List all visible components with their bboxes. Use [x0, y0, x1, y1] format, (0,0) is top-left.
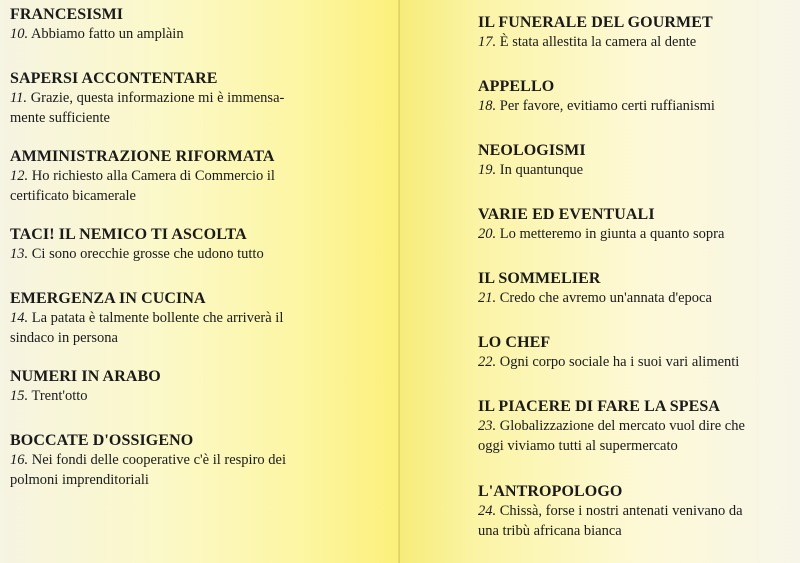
entry-title: IL PIACERE DI FARE LA SPESA [478, 398, 721, 415]
entry-line: Abbiamo fatto un amplàin [30, 26, 184, 42]
entry-line: La patata è talmente bollente che arriverà il [31, 310, 284, 326]
entry-text [478, 224, 800, 244]
entry-number: 16. [10, 452, 29, 468]
entry-line: In quantunque [499, 162, 584, 178]
entry-title: L'ANTROPOLOGO [478, 483, 623, 500]
entry-title: FRANCESISMI [10, 6, 124, 23]
entry-20 [478, 206, 800, 270]
entry-text [10, 166, 400, 186]
entry-12 [10, 148, 400, 226]
entry-line: Trent'otto [31, 388, 88, 404]
entry-line: sindaco in persona [10, 330, 118, 346]
entry-title: LO CHEF [478, 334, 551, 351]
entry-line: Lo metteremo in giunta a quanto sopra [499, 226, 725, 242]
entry-number: 12. [10, 168, 29, 184]
entry-19 [478, 142, 800, 206]
entry-line: Ho richiesto alla Camera di Commercio il [31, 168, 275, 184]
entry-title: APPELLO [478, 78, 555, 95]
entry-text [478, 352, 800, 372]
entry-line: Credo che avremo un'annata d'epoca [499, 290, 712, 306]
entry-text [10, 386, 400, 406]
entry-15 [10, 368, 400, 432]
entry-number: 20. [478, 226, 497, 242]
entry-title: EMERGENZA IN CUCINA [10, 290, 206, 307]
entry-line: Chissà, forse i nostri antenati venivano da [499, 503, 743, 519]
entry-line: Globalizzazione del mercato vuol dire che [499, 418, 745, 434]
entry-title: AMMINISTRAZIONE RIFORMATA [10, 148, 275, 165]
entry-text [478, 160, 800, 180]
entry-text [10, 308, 400, 328]
entry-21 [478, 270, 800, 334]
entry-text [10, 88, 400, 108]
entry-text [478, 501, 800, 521]
entry-line: certificato bicamerale [10, 188, 136, 204]
entry-title: TACI! IL NEMICO TI ASCOLTA [10, 226, 247, 243]
entry-title: VARIE ED EVENTUALI [478, 206, 655, 223]
entry-22 [478, 334, 800, 398]
entry-number: 17. [478, 34, 497, 50]
entry-10 [10, 6, 400, 70]
entry-number: 10. [10, 26, 29, 42]
entry-line: Ci sono orecchie grosse che udono tutto [31, 246, 264, 262]
entry-text [478, 96, 800, 116]
entry-24 [478, 483, 800, 547]
entry-18 [478, 78, 800, 142]
right-page [400, 0, 800, 563]
entry-14 [10, 290, 400, 368]
entry-title: NUMERI IN ARABO [10, 368, 161, 385]
entry-title: IL FUNERALE DEL GOURMET [478, 14, 713, 31]
entry-number: 15. [10, 388, 29, 404]
entry-line: mente sufficiente [10, 110, 110, 126]
entry-16 [10, 432, 400, 510]
entry-line: polmoni imprenditoriali [10, 472, 149, 488]
entry-number: 21. [478, 290, 497, 306]
entry-title: BOCCATE D'OSSIGENO [10, 432, 194, 449]
entry-title: SAPERSI ACCONTENTARE [10, 70, 218, 87]
entry-line: oggi viviamo tutti al supermercato [478, 438, 678, 454]
entry-text [10, 244, 400, 264]
entry-title: NEOLOGISMI [478, 142, 586, 159]
entry-line: È stata allestita la camera al dente [499, 34, 697, 50]
entry-title: IL SOMMELIER [478, 270, 601, 287]
entry-text [478, 32, 800, 52]
entry-line: una tribù africana bianca [478, 523, 622, 539]
entry-number: 14. [10, 310, 29, 326]
entry-13 [10, 226, 400, 290]
entry-number: 24. [478, 503, 497, 519]
entry-text [478, 288, 800, 308]
entry-17 [478, 14, 800, 78]
entry-23 [478, 398, 800, 483]
entry-text [10, 450, 400, 470]
entry-line: Grazie, questa informazione mi è immensa- [30, 90, 285, 106]
entry-line: Nei fondi delle cooperative c'è il respiro dei [31, 452, 286, 468]
entry-line: Per favore, evitiamo certi ruffianismi [499, 98, 715, 114]
entry-text [478, 416, 800, 436]
entry-number: 19. [478, 162, 497, 178]
entry-line: Ogni corpo sociale ha i suoi vari alimenti [499, 354, 740, 370]
entry-number: 11. [10, 90, 28, 106]
entry-text [10, 24, 400, 44]
entry-11 [10, 70, 400, 148]
entry-number: 22. [478, 354, 497, 370]
entry-number: 18. [478, 98, 497, 114]
entry-number: 23. [478, 418, 497, 434]
entry-number: 13. [10, 246, 29, 262]
